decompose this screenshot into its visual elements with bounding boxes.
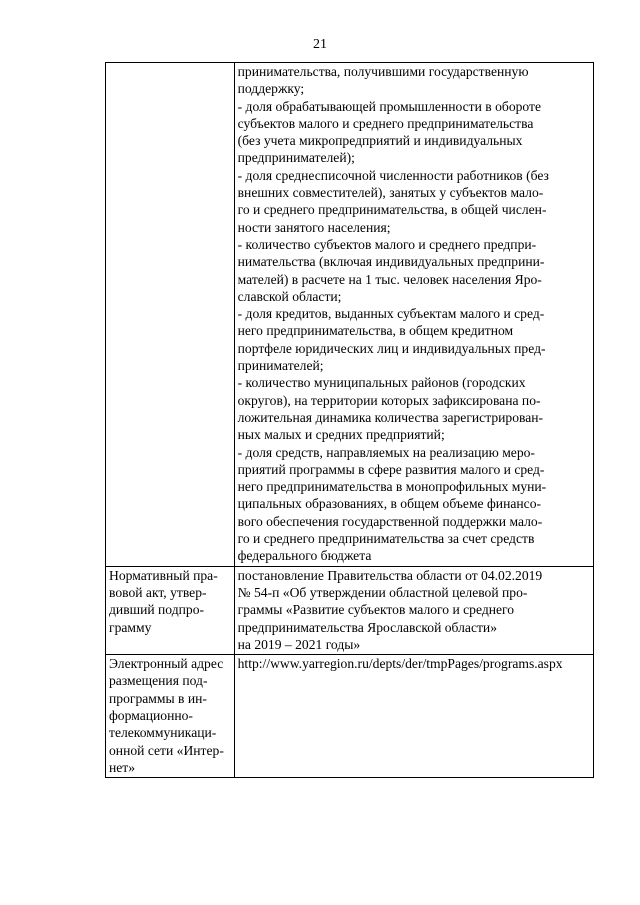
label-line: дивший подпро- [109,602,205,618]
row-label-cell [106,63,235,567]
text-line: портфеле юридических лиц и индивидуальных пред- [237,340,546,356]
text-line: предпринимателей); [237,150,355,166]
label-line: размещения под- [109,673,208,689]
label-line: Нормативный пра- [109,567,218,583]
row-value-cell [234,566,593,654]
text-line: - доля кредитов, выданных субъектам малого и сред- [237,306,545,322]
text-line: мателей) в расчете на 1 тыс. человек населения Яро- [237,271,542,287]
text-line: ности занятого населения; [237,219,391,235]
text-line: - доля среднесписочной численности работников (без [237,167,549,183]
text-line: - количество субъектов малого и среднего предпри- [237,236,537,252]
label-line: Электронный адрес [109,656,224,672]
text-line: федерального бюджета [237,548,372,564]
text-line: нимательства (включая индивидуальных предприни- [237,254,545,270]
text-line: - доля обрабатывающей промышленности в обороте [237,98,542,114]
text-line: на 2019 – 2021 годы» [237,636,361,652]
program-url-link[interactable]: http://www.yarregion.ru/depts/der/tmpPages/programs.aspx [237,656,563,672]
text-line: принимателей; [237,358,324,374]
text-line: го и среднего предпринимательства за счет средств [237,531,535,547]
row-value-cell [234,655,593,778]
text-line: граммы «Развитие субъектов малого и среднего [237,602,515,618]
label-line: программы в ин- [109,690,207,706]
text-line: постановление Правительства области от 04.02.2019 [237,567,543,583]
label-line: нет» [109,759,136,775]
text-line: - количество муниципальных районов (городских [237,375,526,391]
text-line: (без учета микропредприятий и индивидуальных [237,133,523,149]
table-row [106,63,594,567]
text-line: предпринимательства Ярославской области» [237,619,498,635]
text-line: вого обеспечения государственной поддержки мало- [237,513,543,529]
page-number: 21 [313,37,327,52]
row-label-cell [106,655,235,778]
label-line: формационно- [109,707,193,723]
text-line: внешних совместителей), занятых у субъектов мало- [237,185,544,201]
text-line: № 54-п «Об утверждении областной целевой про- [237,584,528,600]
text-line: поддержку; [237,81,305,97]
text-line: ципальных образованиях, в общем объеме финансо- [237,496,542,512]
label-line: онной сети «Интер- [109,742,224,758]
table-row [106,655,594,778]
label-line: телекоммуникаци- [109,725,217,741]
label-line: грамму [109,619,152,635]
text-line: го и среднего предпринимательства, в общей числен- [237,202,547,218]
label-line: вовой акт, утвер- [109,584,207,600]
text-line: ложительная динамика количества зарегистрирован- [237,409,544,425]
text-line: принимательства, получившими государственную [237,64,529,79]
text-line: субъектов малого и среднего предпринимательства [237,115,534,131]
text-line: славской области; [237,288,342,304]
text-line: ных малых и средних предприятий; [237,427,445,443]
row-value-cell [234,63,593,567]
row-label-cell [106,566,235,654]
text-line: - доля средств, направляемых на реализацию меро- [237,444,535,460]
text-line: приятий программы в сфере развития малого и сред- [237,461,545,477]
subprogram-passport-table [105,62,594,778]
text-line: него предпринимательства, в общем кредитном [237,323,514,339]
text-line: округов), на территории которых зафиксирована по- [237,392,541,408]
text-line: него предпринимательства в монопрофильных муни- [237,479,547,495]
table-row [106,566,594,654]
